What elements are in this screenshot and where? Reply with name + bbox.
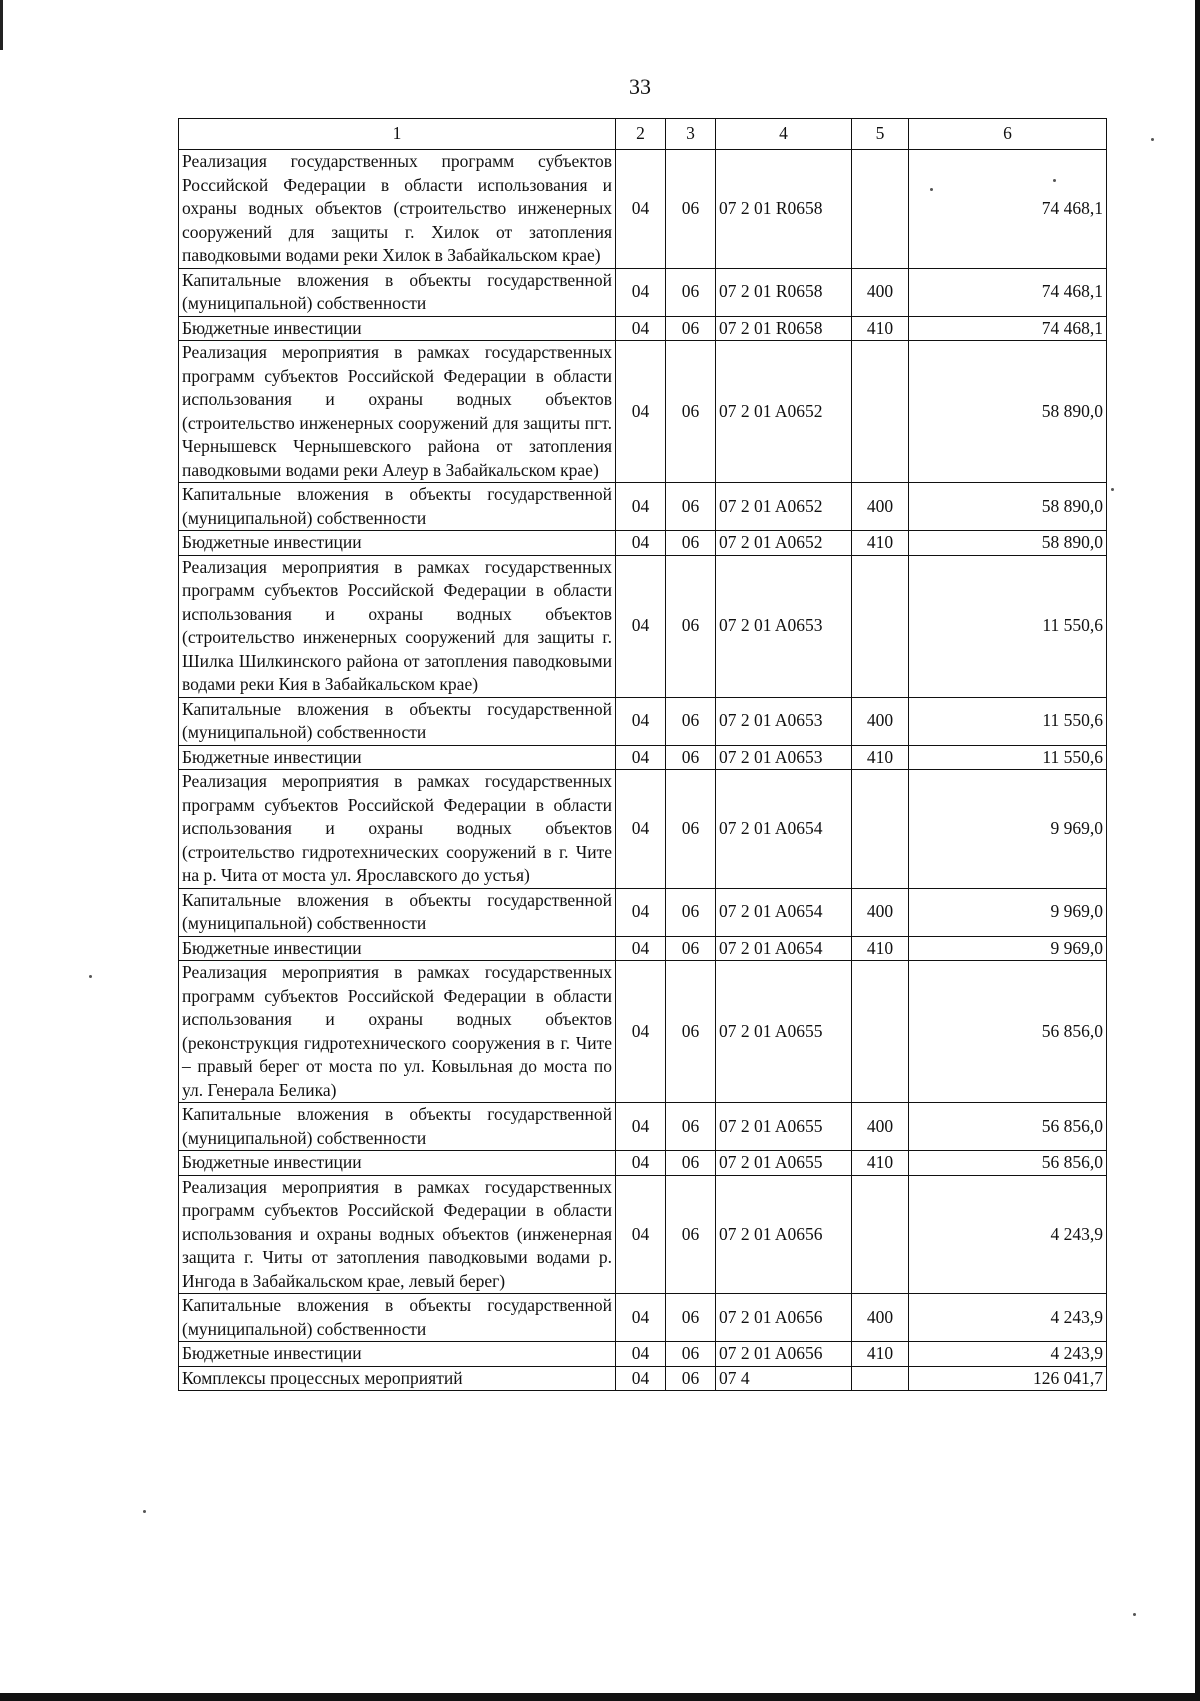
table-row [179, 150, 1107, 269]
table-header-row [179, 119, 1107, 150]
row-expense-type-cell: 410 [852, 936, 909, 961]
row-amount-cell: 4 243,9 [909, 1175, 1107, 1294]
row-subsection-cell: 06 [666, 268, 716, 316]
row-subsection-cell: 06 [666, 1366, 716, 1391]
row-name-cell: Реализация мероприятия в рамках государственных программ субъектов Российской Федерации в области использования и охраны водных объектов (строительство инженерных сооружений для защиты пгт. Чернышевск Чернышевского района от затопления паводковыми водами реки Алеур в Забайкальском крае) [179, 341, 616, 483]
scan-speck [1151, 138, 1154, 141]
table-row [179, 745, 1107, 770]
row-expense-type-cell [852, 1366, 909, 1391]
row-target-code-cell: 07 2 01 A0652 [716, 483, 852, 531]
row-target-code-cell: 07 2 01 A0653 [716, 745, 852, 770]
table-row [179, 268, 1107, 316]
row-expense-type-cell: 410 [852, 745, 909, 770]
row-target-code-cell: 07 2 01 A0655 [716, 1103, 852, 1151]
row-section-cell: 04 [616, 531, 666, 556]
row-name-cell: Капитальные вложения в объекты государственной (муниципальной) собственности [179, 483, 616, 531]
scan-speck [930, 188, 933, 191]
row-section-cell: 04 [616, 1366, 666, 1391]
scan-speck [1133, 1613, 1136, 1616]
row-section-cell: 04 [616, 888, 666, 936]
row-name-cell: Бюджетные инвестиции [179, 1342, 616, 1367]
row-section-cell: 04 [616, 697, 666, 745]
row-target-code-cell: 07 2 01 A0653 [716, 697, 852, 745]
row-section-cell: 04 [616, 1103, 666, 1151]
row-expense-type-cell: 400 [852, 697, 909, 745]
row-name-cell: Комплексы процессных мероприятий [179, 1366, 616, 1391]
row-amount-cell: 126 041,7 [909, 1366, 1107, 1391]
row-section-cell: 04 [616, 316, 666, 341]
row-target-code-cell: 07 4 [716, 1366, 852, 1391]
row-section-cell: 04 [616, 1151, 666, 1176]
row-name-cell: Бюджетные инвестиции [179, 531, 616, 556]
row-subsection-cell: 06 [666, 555, 716, 697]
row-target-code-cell: 07 2 01 A0652 [716, 531, 852, 556]
row-name-cell: Бюджетные инвестиции [179, 745, 616, 770]
column-header: 5 [852, 119, 909, 150]
row-section-cell: 04 [616, 745, 666, 770]
row-amount-cell: 74 468,1 [909, 316, 1107, 341]
row-subsection-cell: 06 [666, 697, 716, 745]
row-amount-cell: 58 890,0 [909, 531, 1107, 556]
column-header: 3 [666, 119, 716, 150]
row-amount-cell: 74 468,1 [909, 268, 1107, 316]
row-subsection-cell: 06 [666, 888, 716, 936]
row-amount-cell: 4 243,9 [909, 1294, 1107, 1342]
row-amount-cell: 58 890,0 [909, 483, 1107, 531]
scan-speck [89, 975, 92, 978]
row-expense-type-cell: 400 [852, 888, 909, 936]
row-section-cell: 04 [616, 961, 666, 1103]
row-amount-cell: 4 243,9 [909, 1342, 1107, 1367]
row-section-cell: 04 [616, 1175, 666, 1294]
row-subsection-cell: 06 [666, 1294, 716, 1342]
row-section-cell: 04 [616, 1294, 666, 1342]
row-amount-cell: 9 969,0 [909, 888, 1107, 936]
row-expense-type-cell: 400 [852, 1103, 909, 1151]
row-expense-type-cell: 410 [852, 531, 909, 556]
row-target-code-cell: 07 2 01 A0655 [716, 961, 852, 1103]
page-number: 33 [629, 74, 651, 99]
row-target-code-cell: 07 2 01 R0658 [716, 150, 852, 269]
row-expense-type-cell [852, 555, 909, 697]
table-row [179, 1342, 1107, 1367]
row-expense-type-cell: 400 [852, 483, 909, 531]
row-section-cell: 04 [616, 936, 666, 961]
row-subsection-cell: 06 [666, 150, 716, 269]
table-row [179, 483, 1107, 531]
row-name-cell: Реализация мероприятия в рамках государственных программ субъектов Российской Федерации в области использования и охраны водных объектов (строительство гидротехнических сооружений в г. Чите на р. Чита от моста ул. Ярославского до устья) [179, 770, 616, 889]
row-name-cell: Капитальные вложения в объекты государственной (муниципальной) собственности [179, 888, 616, 936]
column-header: 6 [909, 119, 1107, 150]
row-subsection-cell: 06 [666, 770, 716, 889]
row-expense-type-cell [852, 150, 909, 269]
row-subsection-cell: 06 [666, 316, 716, 341]
table-row [179, 961, 1107, 1103]
row-target-code-cell: 07 2 01 A0656 [716, 1294, 852, 1342]
row-subsection-cell: 06 [666, 936, 716, 961]
row-amount-cell: 56 856,0 [909, 1151, 1107, 1176]
row-name-cell: Капитальные вложения в объекты государственной (муниципальной) собственности [179, 268, 616, 316]
table-row [179, 697, 1107, 745]
row-name-cell: Бюджетные инвестиции [179, 936, 616, 961]
row-subsection-cell: 06 [666, 341, 716, 483]
scan-speck [1111, 488, 1114, 491]
row-subsection-cell: 06 [666, 745, 716, 770]
row-name-cell: Бюджетные инвестиции [179, 316, 616, 341]
table-row [179, 555, 1107, 697]
row-name-cell: Капитальные вложения в объекты государственной (муниципальной) собственности [179, 1103, 616, 1151]
row-section-cell: 04 [616, 1342, 666, 1367]
row-expense-type-cell [852, 1175, 909, 1294]
row-name-cell: Реализация государственных программ субъектов Российской Федерации в области использования и охраны водных объектов (строительство инженерных сооружений для защиты г. Хилок от затопления паводковыми водами реки Хилок в Забайкальском крае) [179, 150, 616, 269]
table-row [179, 341, 1107, 483]
row-subsection-cell: 06 [666, 1175, 716, 1294]
row-target-code-cell: 07 2 01 A0656 [716, 1175, 852, 1294]
column-header: 2 [616, 119, 666, 150]
row-section-cell: 04 [616, 150, 666, 269]
row-amount-cell: 56 856,0 [909, 961, 1107, 1103]
row-target-code-cell: 07 2 01 A0652 [716, 341, 852, 483]
scan-edge-bottom [0, 1693, 1200, 1701]
row-name-cell: Реализация мероприятия в рамках государственных программ субъектов Российской Федерации в области использования и охраны водных объектов (инженерная защита г. Читы от затопления паводковыми водами р. Ингода в Забайкальском крае, левый берег) [179, 1175, 616, 1294]
budget-table [178, 118, 1107, 1391]
scan-speck [143, 1510, 146, 1513]
table-row [179, 1366, 1107, 1391]
row-expense-type-cell: 410 [852, 1151, 909, 1176]
row-target-code-cell: 07 2 01 A0655 [716, 1151, 852, 1176]
row-amount-cell: 11 550,6 [909, 745, 1107, 770]
row-subsection-cell: 06 [666, 961, 716, 1103]
table-row [179, 1175, 1107, 1294]
column-header: 1 [179, 119, 616, 150]
table-row [179, 531, 1107, 556]
table-row [179, 888, 1107, 936]
scan-speck [1053, 179, 1056, 182]
row-target-code-cell: 07 2 01 A0653 [716, 555, 852, 697]
row-subsection-cell: 06 [666, 1103, 716, 1151]
table-row [179, 1103, 1107, 1151]
row-section-cell: 04 [616, 483, 666, 531]
table-row [179, 1151, 1107, 1176]
row-subsection-cell: 06 [666, 1342, 716, 1367]
table-body [179, 150, 1107, 1391]
row-name-cell: Реализация мероприятия в рамках государственных программ субъектов Российской Федерации в области использования и охраны водных объектов (реконструкция гидротехнического сооружения в г. Чите – правый берег от моста по ул. Ковыльная до моста по ул. Генерала Белика) [179, 961, 616, 1103]
row-amount-cell: 9 969,0 [909, 936, 1107, 961]
row-expense-type-cell: 410 [852, 316, 909, 341]
row-name-cell: Бюджетные инвестиции [179, 1151, 616, 1176]
row-subsection-cell: 06 [666, 483, 716, 531]
row-amount-cell: 11 550,6 [909, 697, 1107, 745]
row-target-code-cell: 07 2 01 A0654 [716, 888, 852, 936]
row-section-cell: 04 [616, 555, 666, 697]
row-expense-type-cell: 410 [852, 1342, 909, 1367]
scan-edge-right [1195, 0, 1200, 1701]
row-expense-type-cell: 400 [852, 1294, 909, 1342]
row-amount-cell: 74 468,1 [909, 150, 1107, 269]
row-section-cell: 04 [616, 770, 666, 889]
row-amount-cell: 11 550,6 [909, 555, 1107, 697]
row-name-cell: Капитальные вложения в объекты государственной (муниципальной) собственности [179, 697, 616, 745]
row-expense-type-cell [852, 770, 909, 889]
row-target-code-cell: 07 2 01 R0658 [716, 316, 852, 341]
table-row [179, 1294, 1107, 1342]
row-amount-cell: 9 969,0 [909, 770, 1107, 889]
row-target-code-cell: 07 2 01 A0654 [716, 770, 852, 889]
scan-edge-left [0, 0, 3, 50]
row-amount-cell: 58 890,0 [909, 341, 1107, 483]
row-name-cell: Реализация мероприятия в рамках государственных программ субъектов Российской Федерации в области использования и охраны водных объектов (строительство инженерных сооружений для защиты г. Шилка Шилкинского района от затопления паводковыми водами реки Кия в Забайкальском крае) [179, 555, 616, 697]
row-subsection-cell: 06 [666, 531, 716, 556]
table-row [179, 770, 1107, 889]
row-subsection-cell: 06 [666, 1151, 716, 1176]
row-section-cell: 04 [616, 341, 666, 483]
row-target-code-cell: 07 2 01 R0658 [716, 268, 852, 316]
row-target-code-cell: 07 2 01 A0656 [716, 1342, 852, 1367]
row-name-cell: Капитальные вложения в объекты государственной (муниципальной) собственности [179, 1294, 616, 1342]
row-section-cell: 04 [616, 268, 666, 316]
row-expense-type-cell: 400 [852, 268, 909, 316]
row-expense-type-cell [852, 341, 909, 483]
table-row [179, 316, 1107, 341]
row-amount-cell: 56 856,0 [909, 1103, 1107, 1151]
row-expense-type-cell [852, 961, 909, 1103]
column-header: 4 [716, 119, 852, 150]
table-row [179, 936, 1107, 961]
row-target-code-cell: 07 2 01 A0654 [716, 936, 852, 961]
